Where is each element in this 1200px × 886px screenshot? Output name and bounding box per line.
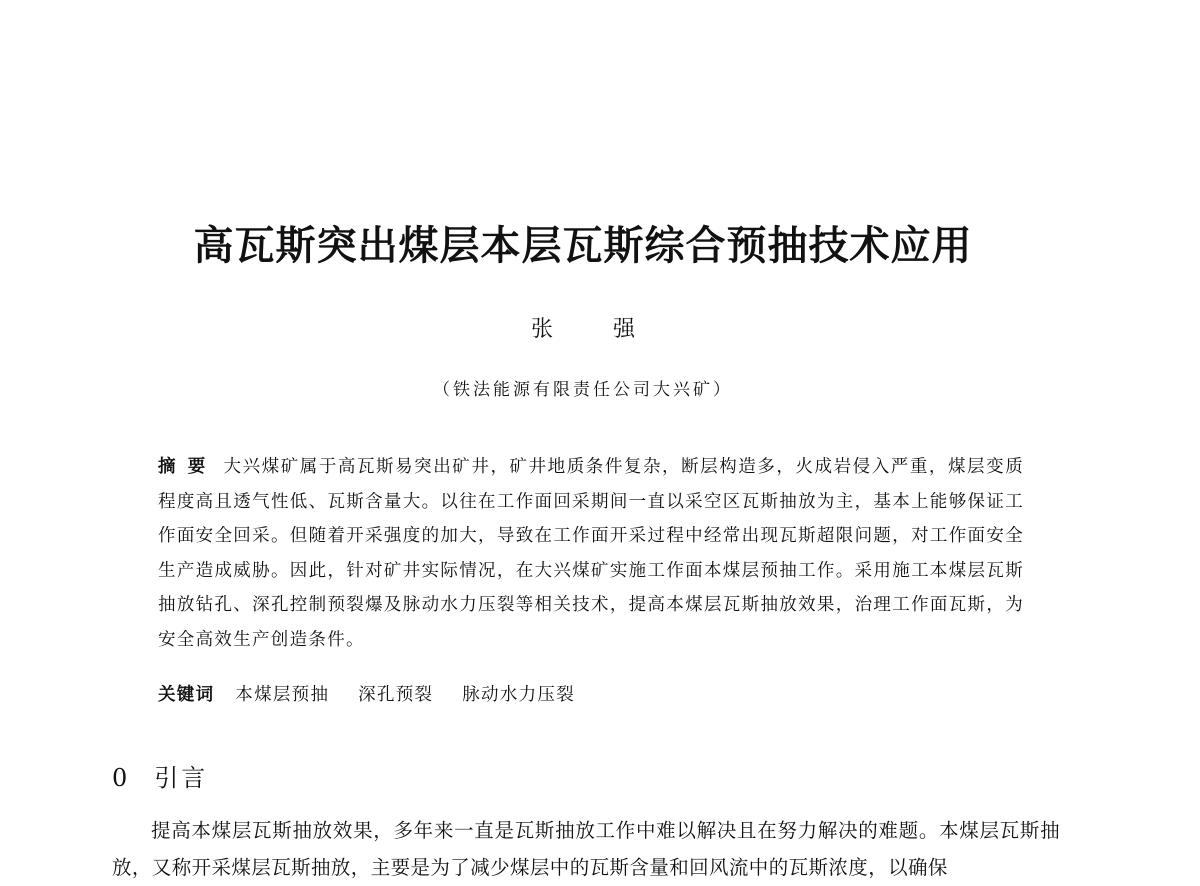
keyword-item: 深孔预裂 bbox=[358, 685, 434, 705]
abstract-label: 摘要 bbox=[158, 457, 218, 477]
body-paragraph: 提高本煤层瓦斯抽放效果，多年来一直是瓦斯抽放工作中难以解决且在努力解决的难题。本煤层瓦斯抽放，又称开采煤层瓦斯抽放，主要是为了减少煤层中的瓦斯含量和回风流中的瓦斯浓度，以确保 bbox=[112, 819, 1060, 879]
section-heading bbox=[112, 758, 208, 798]
section-number: 0 bbox=[112, 764, 131, 792]
paper-affiliation: （铁法能源有限责任公司大兴矿） bbox=[433, 380, 733, 400]
paper-author: 张强 bbox=[530, 317, 695, 342]
keywords-block bbox=[158, 678, 1024, 712]
abstract-text: 大兴煤矿属于高瓦斯易突出矿井，矿井地质条件复杂，断层构造多，火成岩侵入严重，煤层变质程度高且透气性低、瓦斯含量大。以往在工作面回采期间一直以采空区瓦斯抽放为主，基本上能够保证工作面安全回采。但随着开采强度的加大，导致在工作面开采过程中经常出现瓦斯超限问题，对工作面安全生产造成威胁。因此，针对矿井实际情况，在大兴煤矿实施工作面本煤层预抽工作。采用施工本煤层瓦斯抽放钻孔、深孔控制预裂爆及脉动水力压裂等相关技术，提高本煤层瓦斯抽放效果，治理工作面瓦斯，为安全高效生产创造条件。 bbox=[158, 457, 1024, 650]
abstract-block bbox=[158, 450, 1024, 657]
keyword-item: 脉动水力压裂 bbox=[462, 685, 576, 705]
keywords-label: 关键词 bbox=[158, 685, 215, 705]
paper-title: 高瓦斯突出煤层本层瓦斯综合预抽技术应用 bbox=[193, 223, 973, 269]
keyword-item: 本煤层预抽 bbox=[235, 685, 330, 705]
section-title: 引言 bbox=[154, 764, 209, 792]
